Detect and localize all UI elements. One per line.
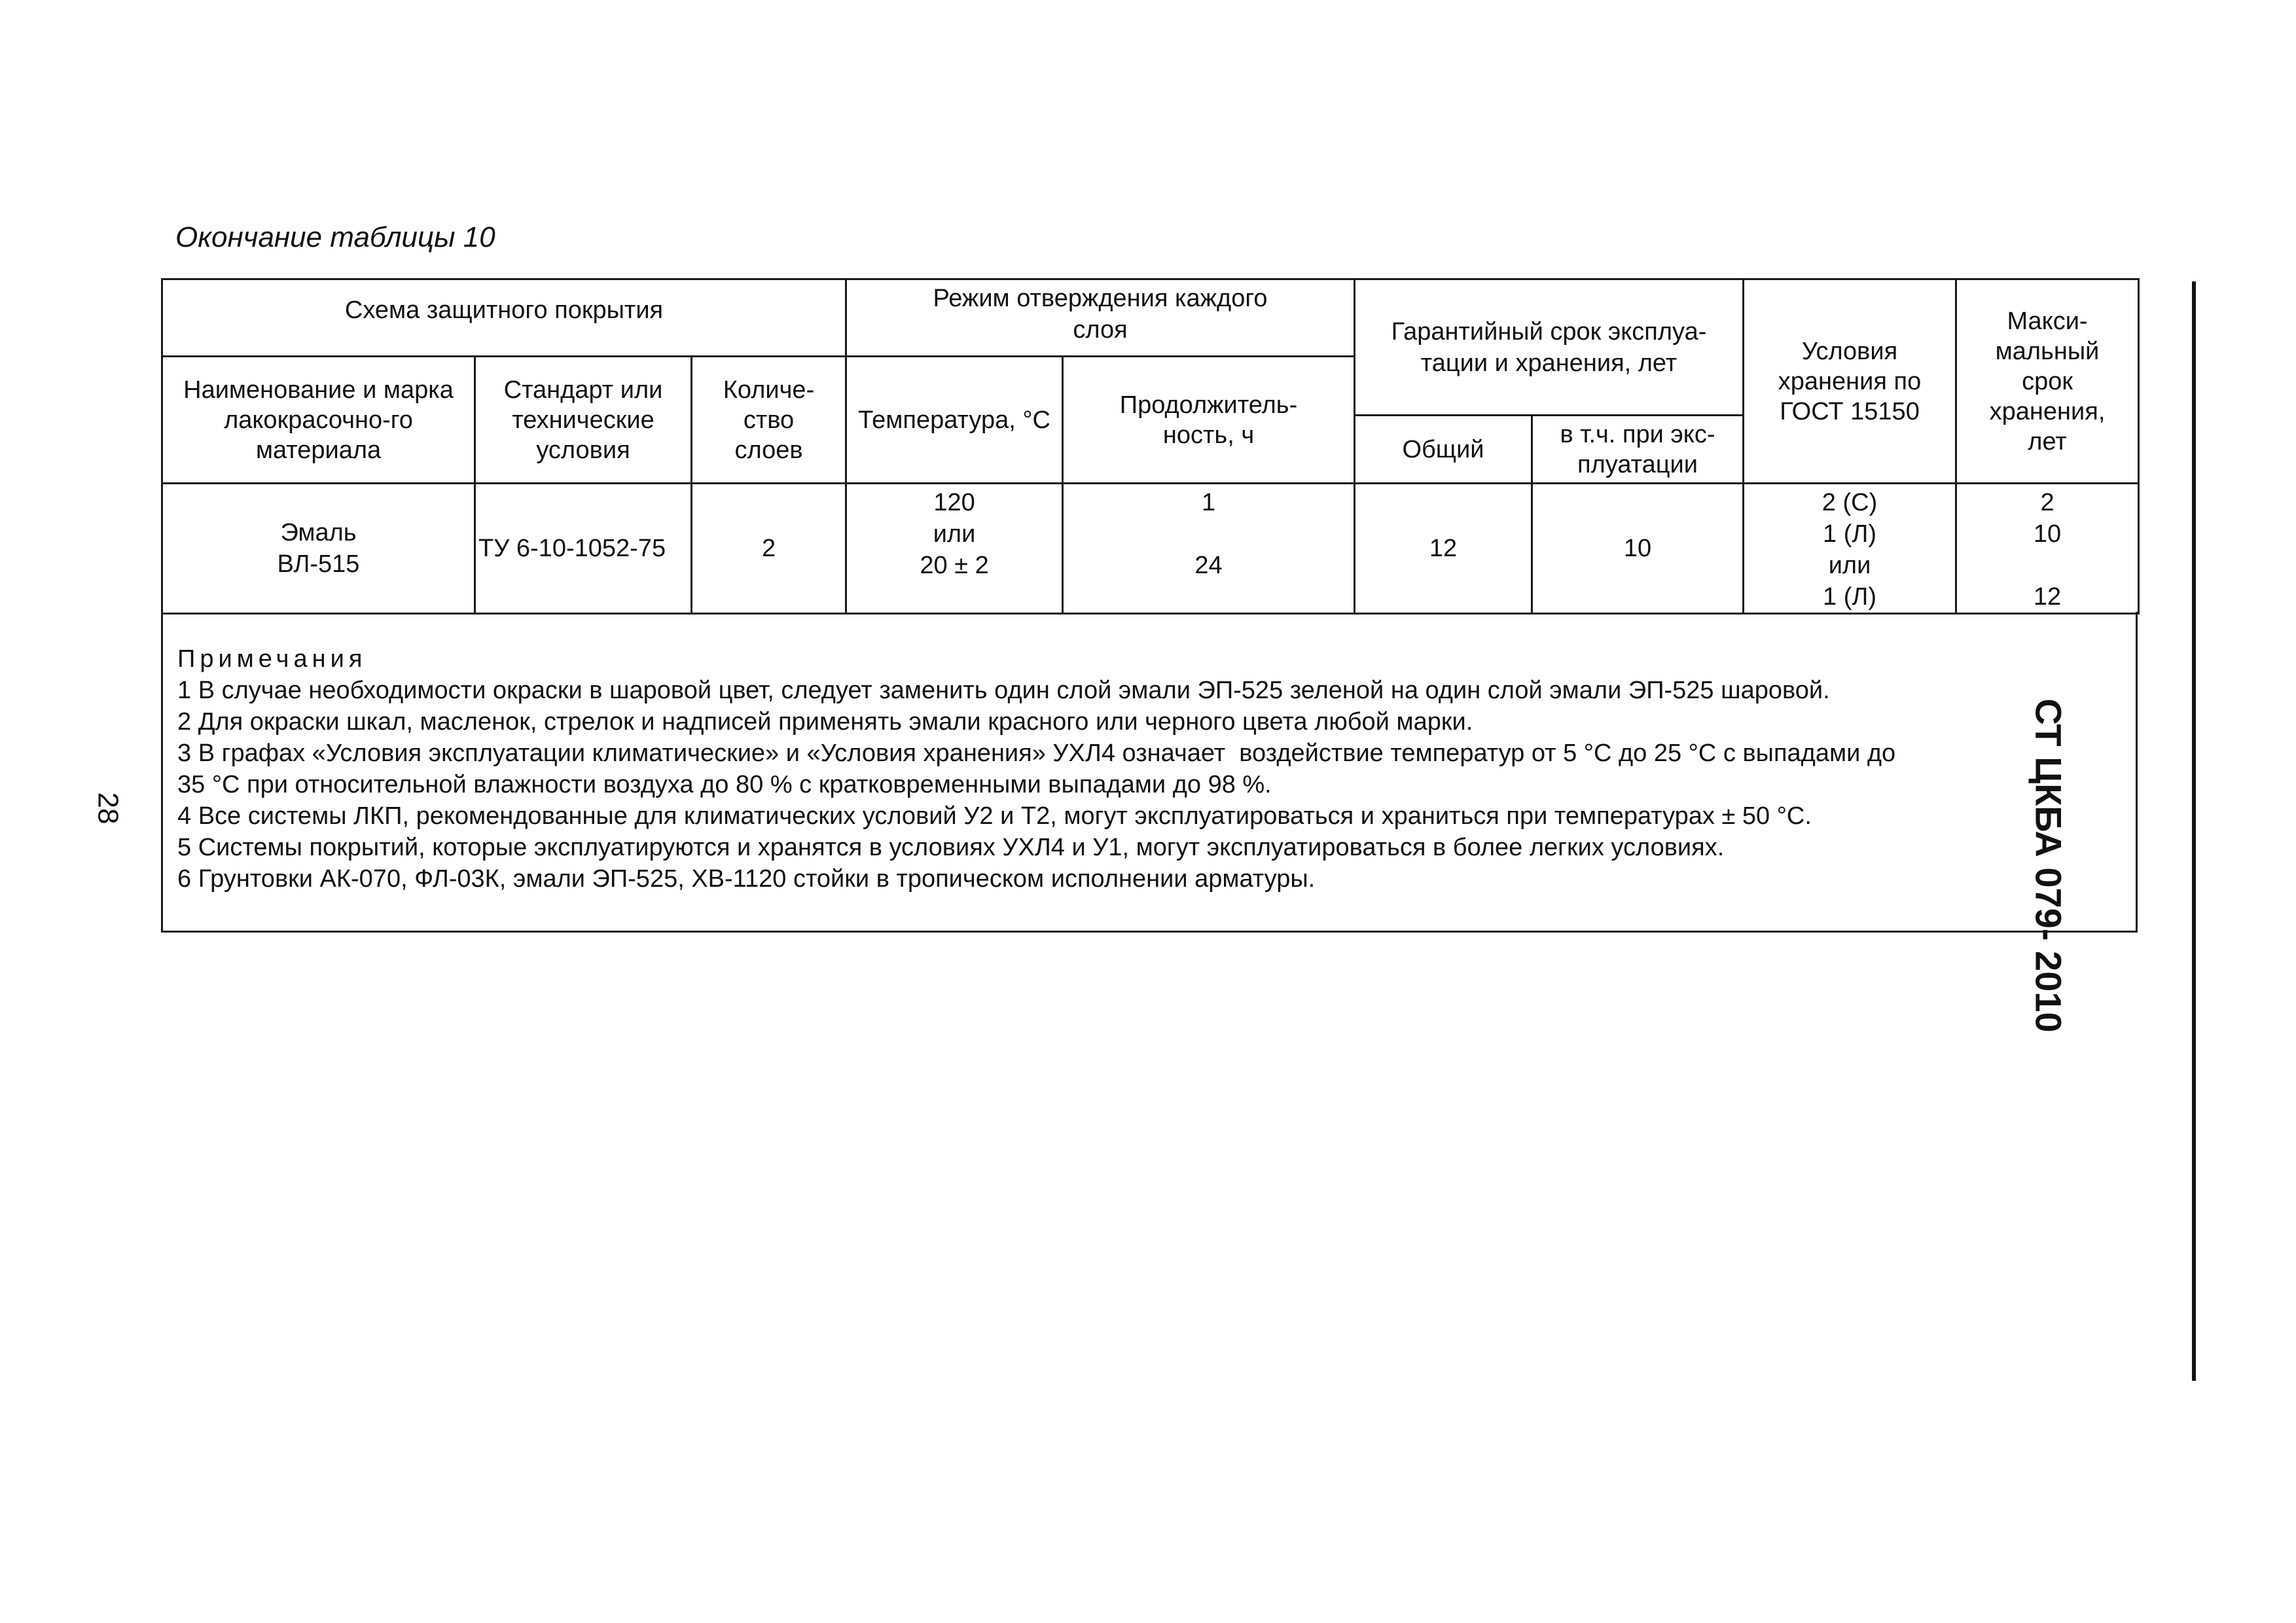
side-rule-divider (2192, 281, 2196, 1381)
cell-duration (1063, 484, 1355, 614)
header-temperature-text: Температура, °С (858, 406, 1050, 434)
header-total: Общий (1355, 416, 1532, 484)
note-item: 1 В случае необходимости окраски в шаровой цвет, следует заменить один слой эмали ЭП-525 зеленой на один слой эмали ЭП-525 шаровой. (177, 677, 1830, 704)
header-max-storage (1956, 279, 2139, 484)
cell-in-operation: 10 (1532, 484, 1744, 614)
header-duration-text: Продолжитель-ность, ч (1119, 391, 1298, 449)
notes-section (161, 612, 2138, 933)
header-cure (846, 279, 1355, 357)
notes-title: Примечания (177, 645, 367, 673)
header-in-operation (1532, 416, 1744, 484)
header-in-operation-text: в т.ч. при экс-плуатации (1560, 420, 1715, 478)
header-scheme: Схема защитного покрытия (162, 279, 846, 357)
cell-max-storage (1956, 484, 2139, 614)
coating-table (161, 278, 2140, 615)
cell-layers: 2 (692, 484, 846, 614)
cell-temperature-line: или (933, 520, 976, 548)
cell-max-line: 12 (2033, 583, 2062, 611)
cell-storage-line: или (1828, 552, 1871, 579)
note-item: 3 В графах «Условия эксплуатации климатические» и «Условия хранения» УХЛ4 означает воздействие температур от 5 °С до 25 °С с выпадами до (177, 740, 1896, 767)
header-standard-text: Стандарт или технические условия (503, 376, 663, 464)
table-caption: Окончание таблицы 10 (175, 221, 495, 253)
note-item: 5 Системы покрытий, которые эксплуатируются и хранятся в условиях УХЛ4 и У1, могут эксплуатироваться в более легких условиях. (177, 834, 1725, 861)
note-item: 2 Для окраски шкал, масленок, стрелок и надписей применять эмали красного или черного цвета любой марки. (177, 708, 1473, 736)
header-layers (692, 357, 846, 484)
cell-temperature-line: 120 (933, 489, 975, 516)
header-storage (1744, 279, 1956, 484)
header-temperature (846, 357, 1063, 484)
cell-standard: ТУ 6-10-1052-75 (475, 484, 692, 614)
note-item: 6 Грунтовки АК-070, ФЛ-03К, эмали ЭП-525, ХВ-1120 стойки в тропическом исполнении арматуры. (177, 865, 1316, 893)
cell-material-line: Эмаль (280, 519, 357, 546)
header-warranty (1355, 279, 1744, 416)
cell-storage (1744, 484, 1956, 614)
header-standard (475, 357, 692, 484)
page-number: 28 (92, 792, 124, 825)
header-warranty-text: Гарантийный срок эксплуа-тации и хранения, лет (1391, 317, 1707, 377)
header-layers-text: Количе-ство слоев (723, 376, 815, 464)
cell-duration-line: 24 (1194, 552, 1223, 579)
header-max-text: Макси-мальный срок хранения, лет (1989, 307, 2106, 455)
header-duration (1063, 357, 1355, 484)
cell-material-line: ВЛ-515 (277, 550, 360, 578)
note-item: 35 °С при относительной влажности воздуха до 80 % с кратковременными выпадами до 98 %. (177, 771, 1272, 798)
cell-max-line (1961, 550, 2134, 581)
note-item: 4 Все системы ЛКП, рекомендованные для климатических условий У2 и Т2, могут эксплуатироваться и храниться при температурах ± 50 °С. (177, 802, 1812, 830)
header-storage-text: Условия хранения по ГОСТ 15150 (1778, 337, 1922, 425)
cell-temperature-line: 20 ± 2 (920, 552, 989, 579)
cell-storage-line: 1 (Л) (1823, 583, 1876, 611)
cell-material (162, 484, 475, 614)
cell-temperature (846, 484, 1063, 614)
header-material-text: Наименование и марка лакокрасочно-го материала (183, 376, 454, 464)
cell-max-line: 10 (2033, 520, 2062, 548)
header-material (162, 357, 475, 484)
header-cure-text: Режим отверждения каждого слоя (933, 285, 1268, 344)
cell-duration-line: 1 (1201, 489, 1216, 516)
cell-storage-line: 1 (Л) (1823, 520, 1876, 548)
cell-duration-line (1067, 518, 1350, 550)
cell-storage-line: 2 (С) (1821, 489, 1878, 516)
cell-total: 12 (1355, 484, 1532, 614)
document-code: СТ ЦКБА 079- 2010 (2028, 698, 2070, 1033)
cell-max-line: 2 (2040, 489, 2054, 516)
